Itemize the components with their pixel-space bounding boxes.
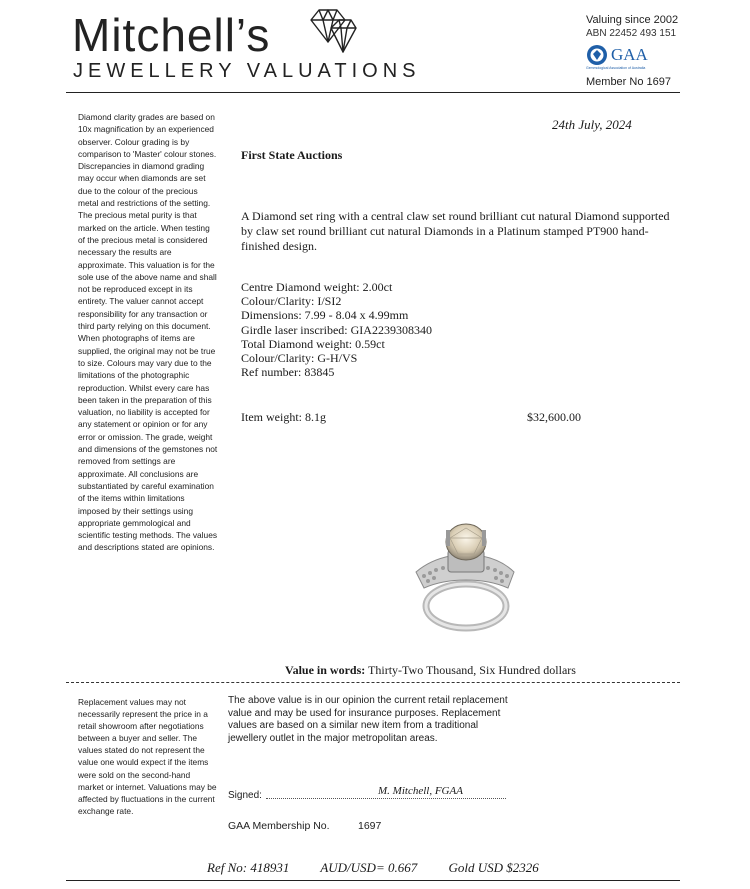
gaa-membership-label: GAA Membership No. xyxy=(228,820,330,832)
valuing-since: Valuing since 2002 xyxy=(586,14,679,26)
value-words-text: Thirty-Two Thousand, Six Hundred dollars xyxy=(368,663,576,677)
spec-line: Ref number: 83845 xyxy=(241,365,335,380)
spec-line: Dimensions: 7.99 - 8.04 x 4.99mm xyxy=(241,308,409,323)
header-info xyxy=(586,14,678,40)
gaa-globe-icon xyxy=(586,44,608,66)
header-divider xyxy=(66,92,680,93)
member-number: Member No 1697 xyxy=(586,76,671,88)
value-words-label: Value in words: xyxy=(285,663,366,677)
signature-name: M. Mitchell, FGAA xyxy=(378,785,463,797)
ring-photo xyxy=(410,520,520,632)
spec-line: Girdle laser inscribed: GIA2239308340 xyxy=(241,322,432,337)
spec-line: Total Diamond weight: 0.59ct xyxy=(241,336,385,351)
gaa-subtext: Gemmological Association of Australia xyxy=(586,66,646,70)
disclaimer-text: Diamond clarity grades are based on 10x magnification by an experienced observer. Colour grading is by comparison to 'Master' colour stones. Discrepancies in diamond grading may occur when diamonds are set due to the colour of the precious metal and restrictions of the setting. The precious metal purity is that marked on the article. When testing of the precious metal is considered necessary the results are approximate. This valuation is for the sole use of the above name and shall not be reproduced except in its entirety. The valuer cannot accept responsibility for any transaction or third party relying on this document. When photographs of items are supplied, the original may not be true to size. Colours may vary due to the limitations of the photographic reproduction. Whilst every care has been taken in the preparation of this valuation, no liability is accepted for any statement or opinion or for any error or omission. The grade, weight and dimensions of the gemstones not removed from settings are approximate. All conclusions are substantiated by careful examination of the items within limitations imposed by their settings using appropriate gemmological and scientific testing methods. The values and descriptions stated are opinions. xyxy=(78,112,218,553)
reference-number: Ref No: 418931 xyxy=(207,860,290,875)
tagline: JEWELLERY VALUATIONS xyxy=(73,60,421,82)
spec-line: Colour/Clarity: G-H/VS xyxy=(241,351,358,366)
abn-number: ABN 22452 493 151 xyxy=(586,28,677,39)
item-description: A Diamond set ring with a central claw set round brilliant cut natural Diamond supported by claw set round brilliant cut natural Diamonds in a Platinum stamped PT900 hand-finished design. xyxy=(241,209,670,253)
signature-line xyxy=(266,798,506,799)
valuation-amount: $32,600.00 xyxy=(527,410,581,424)
gaa-logo-text: GAA xyxy=(611,45,648,64)
item-weight: Item weight: 8.1g xyxy=(241,410,326,424)
client-name: First State Auctions xyxy=(241,148,343,162)
spec-line: Centre Diamond weight: 2.00ct xyxy=(241,280,393,294)
signed-label: Signed: xyxy=(228,790,262,801)
gaa-logo xyxy=(586,44,648,66)
spec-line: Colour/Clarity: I/SI2 xyxy=(241,294,342,309)
footer xyxy=(207,860,567,876)
gaa-membership-number: 1697 xyxy=(358,820,382,832)
opinion-statement: The above value is in our opinion the current retail replacement value and may be used for insurance purposes. Replacement values are based on a similar new item from a traditional jewellery outlet in the major metropolitan areas. xyxy=(228,695,508,744)
gold-price: Gold USD $2326 xyxy=(448,860,539,875)
exchange-rate: AUD/USD= 0.667 xyxy=(320,860,418,875)
brand-name: Mitchell’s xyxy=(72,9,271,61)
section-divider xyxy=(66,682,680,683)
valuation-date: 24th July, 2024 xyxy=(552,117,632,132)
footer-divider xyxy=(66,880,680,881)
diamond-logo-icon xyxy=(307,6,357,58)
item-specs xyxy=(241,280,432,379)
replacement-disclaimer: Replacement values may not necessarily represent the price in a retail showroom after negotiations between a buyer and seller. The values stated do not represent the value one would expect if the items were sold on the second-hand market or internet. Valuations may be affected by fluctuations in the current exchange rate. xyxy=(78,697,217,816)
value-in-words xyxy=(285,663,576,678)
